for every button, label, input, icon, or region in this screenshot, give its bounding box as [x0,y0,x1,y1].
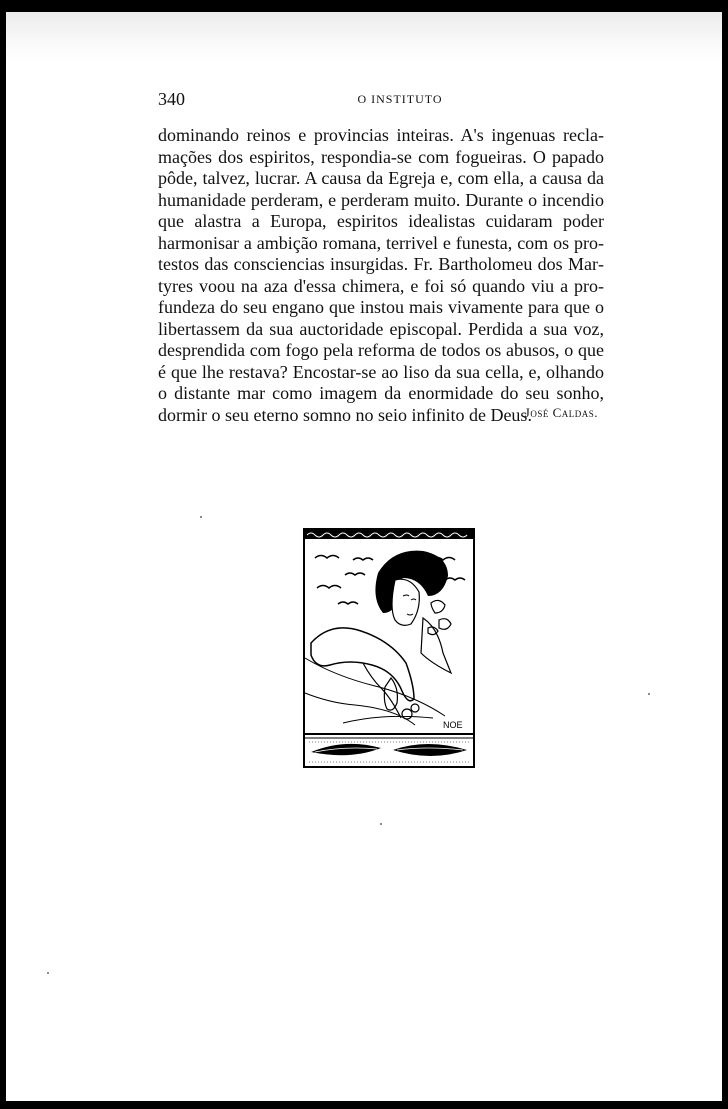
artist-signature: NOE [443,720,463,730]
paper-speck [648,693,650,695]
paper-speck [47,972,49,974]
author-signature: José Caldas. [524,405,598,420]
article-body: dominando reinos e provincias inteiras. A's ingenuas reclamações dos espiritos, respondia-se com fogueiras. O papado pôde, talvez, lucrar. A causa da Egreja e, com ella, a causa da humanidade perderam, e perderam muito. Durante o incendio que alastra a Europa, espiritos idealistas cuidaram poder harmonisar a ambição romana, terrivel e funesta, com os protestos das consciencias insurgidas. Fr. Bartholomeu dos Martyres voou na aza d'essa chimera, e foi só quando viu a profundeza do seu engano que instou mais vivamente para que o libertassem da sua auctoridade episcopal. Perdida a sua voz, desprendida com fogo pela reforma de todos os abusos, o que é que lhe restava? Encostar-se ao liso da sua cella, e, olhando o distante mar como imagem da enormidade do seu sonho, dormir o seu eterno somno no seio infinito de Deus. [158,125,604,425]
scan-border-bottom [0,1101,728,1109]
paper-speck [200,516,202,518]
paper-grain [6,12,722,62]
scan-border-top [0,0,728,12]
scan-border-right [722,0,728,1109]
vignette-illustration [303,528,475,768]
paper-speck [380,823,382,825]
page-number: 340 [158,89,185,109]
scan-border-left [0,0,6,1109]
running-title: O INSTITUTO [357,92,443,106]
